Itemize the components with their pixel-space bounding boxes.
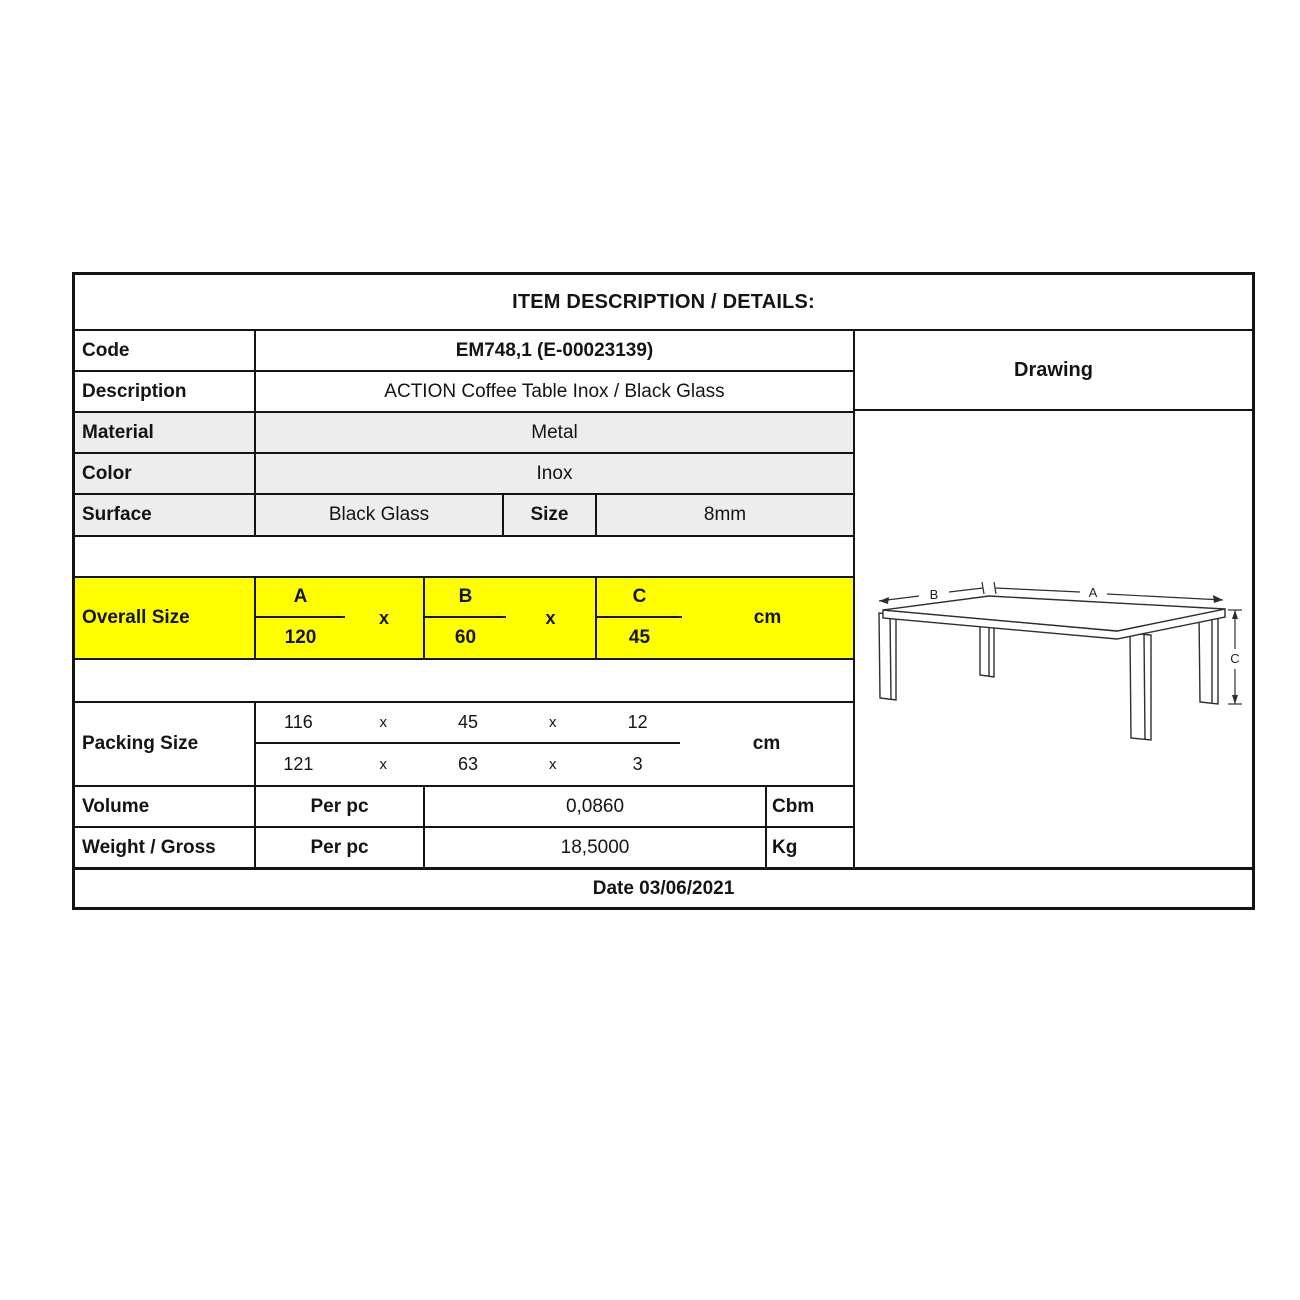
row-overall-size	[75, 578, 853, 660]
packing-row-2	[256, 744, 680, 785]
dim-label-a: A	[1088, 585, 1098, 600]
packing-row-1	[256, 703, 680, 744]
overall-dim-a	[256, 578, 345, 658]
packing-unit: cm	[752, 733, 781, 754]
row-packing-size	[75, 703, 853, 787]
packing-1-x2: x	[549, 714, 557, 731]
dim-label-b: B	[929, 587, 939, 602]
row-material	[75, 413, 853, 454]
spacer-row-1	[75, 537, 853, 578]
dim-c-letter: C	[597, 578, 682, 618]
date-row: Date 03/06/2021	[75, 867, 1252, 907]
table-body	[75, 331, 1252, 867]
surface-value: Black Glass	[256, 495, 504, 535]
row-code	[75, 331, 853, 372]
table-sketch	[855, 411, 1252, 863]
row-surface	[75, 495, 853, 537]
spacer-row-2	[75, 660, 853, 703]
packing-2-a: 121	[283, 754, 314, 774]
overall-separator-2: x	[506, 578, 597, 658]
material-value: Metal	[531, 421, 578, 443]
surface-label: Surface	[75, 495, 256, 535]
table-top	[883, 596, 1225, 639]
packing-1-c: 12	[627, 712, 648, 732]
row-color	[75, 454, 853, 495]
packing-1-x1: x	[379, 714, 387, 731]
color-value: Inox	[536, 462, 573, 484]
overall-separator-1: x	[345, 578, 425, 658]
dim-a-letter: A	[256, 578, 345, 618]
dim-a-value: 120	[284, 627, 317, 648]
dim-c-value: 45	[628, 627, 651, 648]
packing-size-label: Packing Size	[75, 703, 256, 785]
packing-1-a: 116	[284, 712, 313, 732]
overall-unit: cm	[753, 607, 782, 628]
dim-b-value: 60	[454, 627, 477, 648]
spec-columns	[75, 331, 855, 867]
drawing-sketch-area	[855, 411, 1252, 867]
volume-unit: Cbm	[772, 795, 815, 817]
packing-dimensions	[256, 703, 680, 785]
drawing-title: Drawing	[855, 331, 1252, 411]
description-value: ACTION Coffee Table Inox / Black Glass	[384, 380, 725, 402]
description-label: Description	[75, 372, 256, 411]
packing-2-x2: x	[549, 756, 557, 773]
material-label: Material	[75, 413, 256, 452]
overall-dim-c	[597, 578, 682, 658]
surface-size-label: Size	[504, 495, 597, 535]
row-description	[75, 372, 853, 413]
weight-basis: Per pc	[256, 828, 425, 867]
dim-label-c: C	[1230, 651, 1240, 666]
dim-b-letter: B	[425, 578, 506, 618]
overall-size-label: Overall Size	[75, 578, 256, 658]
volume-basis: Per pc	[256, 787, 425, 826]
packing-2-c: 3	[632, 754, 643, 774]
surface-size-value: 8mm	[703, 504, 747, 525]
overall-dim-b	[425, 578, 506, 658]
weight-label: Weight / Gross	[75, 828, 256, 867]
code-value: EM748,1 (E-00023139)	[455, 339, 654, 361]
volume-label: Volume	[75, 787, 256, 826]
code-label: Code	[75, 331, 256, 370]
table-title: ITEM DESCRIPTION / DETAILS:	[75, 275, 1252, 331]
weight-value: 18,5000	[425, 828, 767, 867]
weight-unit: Kg	[772, 836, 798, 858]
color-label: Color	[75, 454, 256, 493]
row-weight	[75, 828, 853, 867]
dimension-c	[1228, 610, 1242, 704]
packing-1-b: 45	[457, 712, 478, 732]
volume-value: 0,0860	[425, 787, 767, 826]
row-volume	[75, 787, 853, 828]
packing-2-x1: x	[379, 756, 387, 773]
item-spec-table	[72, 272, 1255, 910]
drawing-panel	[855, 331, 1252, 867]
packing-2-b: 63	[457, 754, 478, 774]
